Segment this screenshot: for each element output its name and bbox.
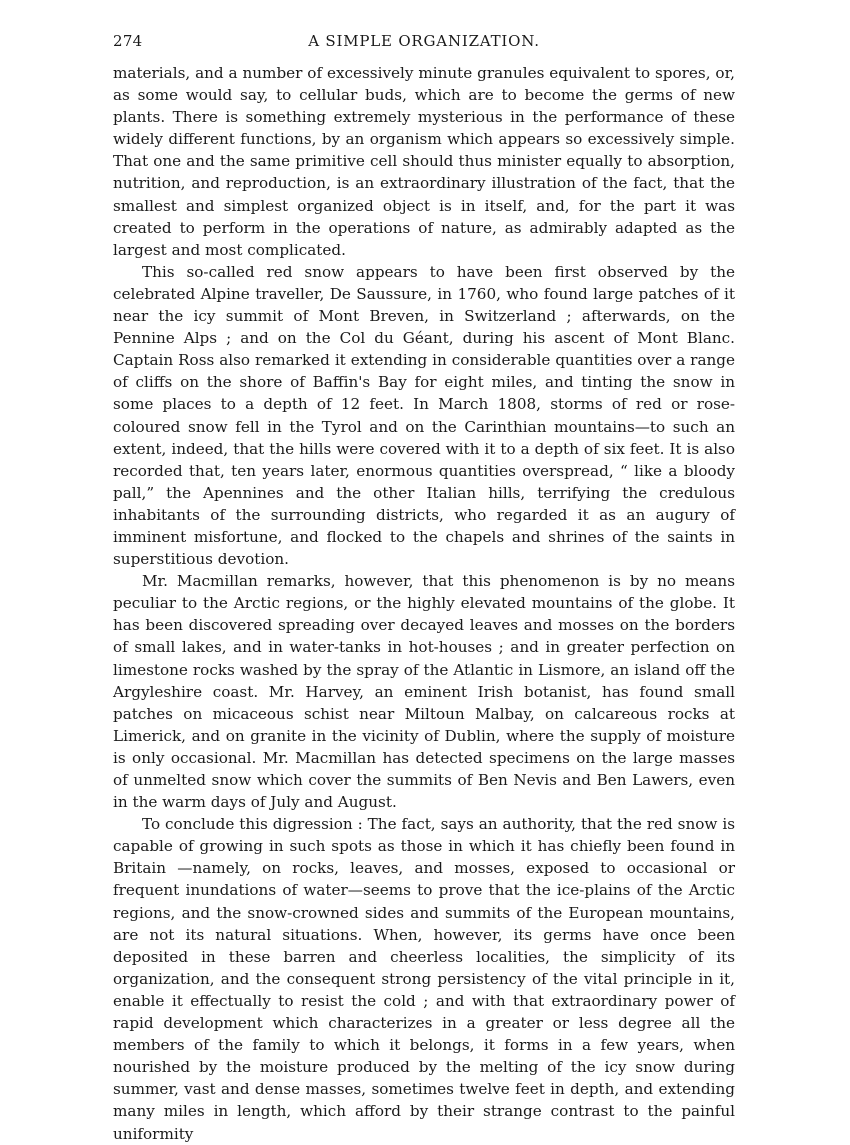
paragraph-conclusion: To conclude this digression : The fact, says an authority, that the red snow is capable of growing in such spots as those in which it has chiefly been found in Britain —namely, on rocks, leaves, and mosses, exposed to occasional or frequent inundations of water—seems to prove that the ice-plains of the Arctic regions, and the snow-crowned sides and summits of the European mountains, are not its natural situations. When, however, its germs have once been deposited in these barren and cheerless localities, the simplicity of its organization, and the consequent strong persistency of the vital principle in it, enable it effectually to resist the cold ; and with that extraordinary power of rapid development which characterizes in a greater or less degree all the members of the family to which it belongs, it forms in a few years, when nourished by the moisture produced by the melting of the icy snow during summer, vast and dense masses, sometimes twelve feet in depth, and extending many miles in length, which afford by their strange contrast to the painful uniformity bbox=[113, 815, 735, 1143]
paragraph-continuation: materials, and a number of excessively minute granules equivalent to spores, or, as some would say, to cellular buds, which are to become the germs of new plants. There is something extremely mysterious in the performance of these widely different functions, by an organism which appears so excessively simple. That one and the same primitive cell should thus minister equally to absorption, nutrition, and reproduction, is an extraordinary illustration of the fact, that the smallest and simplest organized object is in itself, and, for the part it was created to perform in the operations of nature, as admirably adapted as the largest and most complicated. bbox=[113, 64, 735, 259]
body-text bbox=[113, 62, 735, 1145]
page-number: 274 bbox=[113, 32, 143, 50]
book-page bbox=[113, 28, 735, 1145]
paragraph-macmillan-remarks: Mr. Macmillan remarks, however, that this phenomenon is by no means peculiar to the Arctic regions, or the highly elevated mountains of the globe. It has been discovered spreading over decayed leaves and mosses on the borders of small lakes, and in water-tanks in hot-houses ; and in greater perfection on limestone rocks washed by the spray of the Atlantic in Lismore, an island off the Argyleshire coast. Mr. Harvey, an eminent Irish botanist, has found small patches on micaceous schist near Miltoun Malbay, on calcareous rocks at Limerick, and on granite in the vicinity of Dublin, where the supply of moisture is only occasional. Mr. Macmillan has detected specimens on the large masses of unmelted snow which cover the summits of Ben Nevis and Ben Lawers, even in the warm days of July and August. bbox=[113, 572, 735, 812]
running-title: A SIMPLE ORGANIZATION. bbox=[308, 32, 540, 50]
running-head bbox=[113, 28, 735, 54]
paragraph-red-snow-history: This so-called red snow appears to have been first observed by the celebrated Alpine traveller, De Saussure, in 1760, who found large patches of it near the icy summit of Mont Breven, in Switzerland ; afterwards, on the Pennine Alps ; and on the Col du Géant, during his ascent of Mont Blanc. Captain Ross also remarked it extending in considerable quantities over a range of cliffs on the shore of Baffin's Bay for eight miles, and tinting the snow in some places to a depth of 12 feet. In March 1808, storms of red or rose-coloured snow fell in the Tyrol and on the Carinthian mountains—to such an extent, indeed, that the hills were covered with it to a depth of six feet. It is also recorded that, ten years later, enormous quantities overspread, “ like a bloody pall,” the Apennines and the other Italian hills, terrifying the credulous inhabitants of the surrounding districts, who regarded it as an augury of imminent misfortune, and flocked to the chapels and shrines of the saints in superstitious devotion. bbox=[113, 262, 735, 569]
